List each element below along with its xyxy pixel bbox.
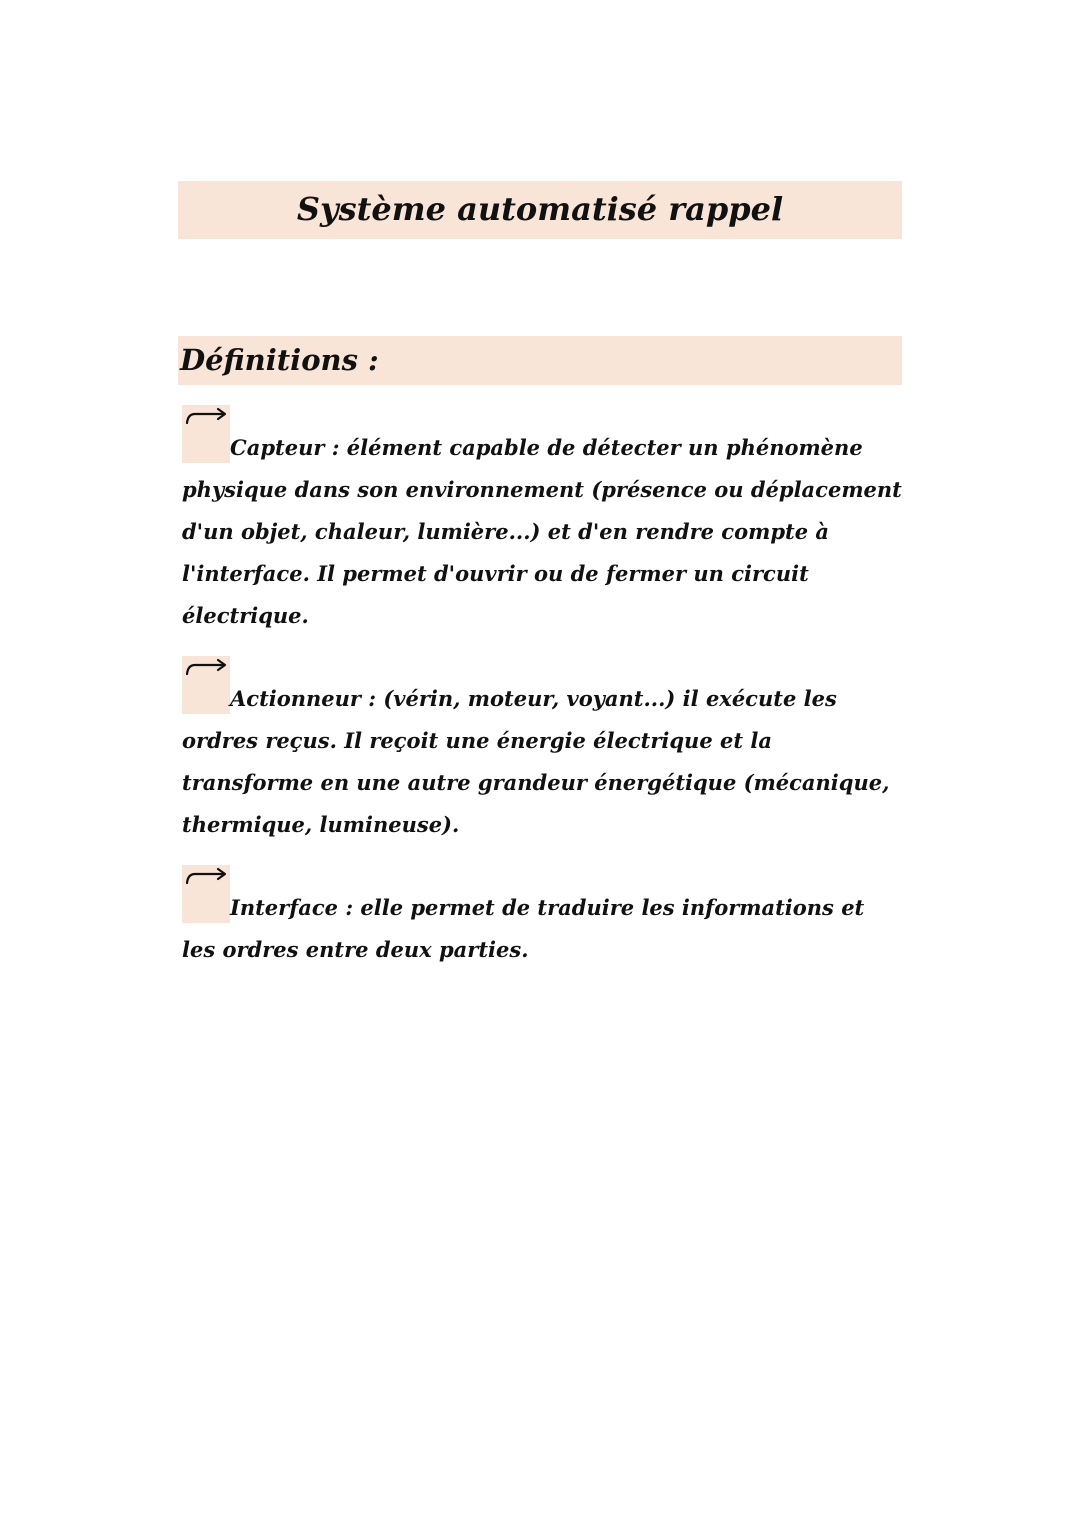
definition-line: électrique. xyxy=(182,603,309,628)
definition-line: l'interface. Il permet d'ouvrir ou de fermer un circuit xyxy=(182,561,809,586)
definition-text xyxy=(182,887,902,971)
definition-line: ordres reçus. Il reçoit une énergie électrique et la xyxy=(182,728,772,753)
page-title: Système automatisé rappel xyxy=(296,190,784,228)
definition-line: transforme en une autre grandeur énergétique (mécanique, xyxy=(182,770,890,795)
definition-line: physique dans son environnement (présence ou déplacement xyxy=(182,477,902,502)
section-heading: Définitions : xyxy=(180,343,379,377)
definition-line: Actionneur : (vérin, moteur, voyant...) il exécute les xyxy=(230,686,837,711)
definition-line: Capteur : élément capable de détecter un phénomène xyxy=(230,435,863,460)
definition-text xyxy=(182,678,902,846)
definition-line: thermique, lumineuse). xyxy=(182,812,460,837)
definition-line: Interface : elle permet de traduire les informations et xyxy=(230,895,865,920)
definition-line: d'un objet, chaleur, lumière...) et d'en rendre compte à xyxy=(182,519,829,544)
definition-line: les ordres entre deux parties. xyxy=(182,937,529,962)
definition-text xyxy=(182,427,902,637)
